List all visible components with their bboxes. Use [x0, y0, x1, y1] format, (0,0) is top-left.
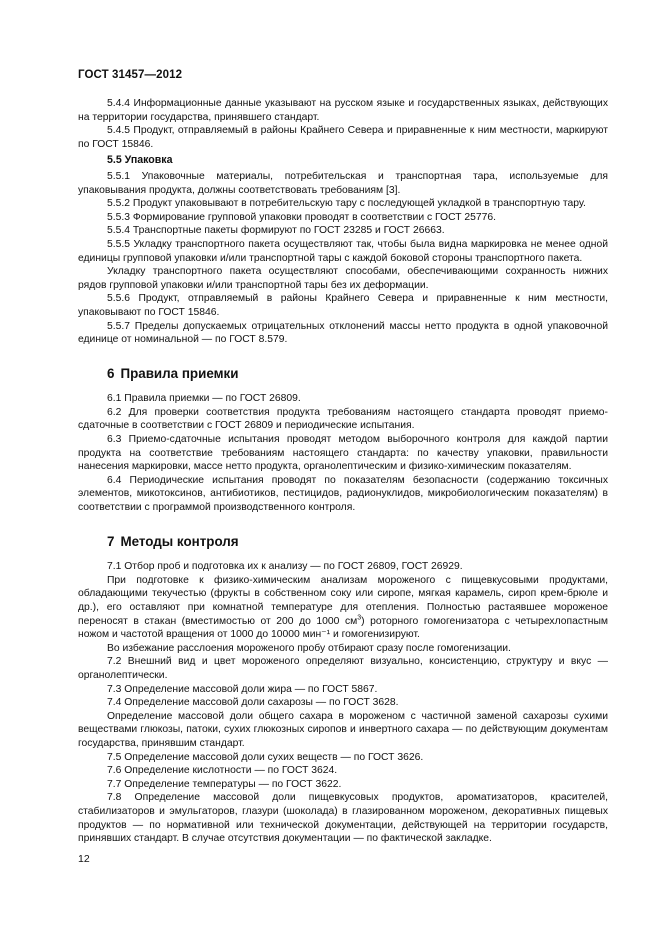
prep-text-after: ) роторного гомогенизатора с четырехлопастным ножом и частотой вращения от 1000 до 10000 мин⁻¹ и гомогенизируют.: [78, 615, 608, 641]
prep-superscript: 3: [357, 614, 362, 622]
section-number-7: 7: [107, 533, 115, 549]
section-heading-6: Правила приемки: [120, 365, 239, 381]
paragraph-7-4-sugar: Определение массовой доли общего сахара в мороженом с частичной заменой сахарозы сухими веществами глюкозы, патоки, сухих глюкозных сиропов и инвертного сахара — по действующим документам государства, принявшим стандарт.: [78, 710, 608, 749]
paragraph-6-4: 6.4 Периодические испытания проводят по показателям безопасности (содержанию токсичных элементов, микотоксинов, антибиотиков, пестицидов, радионуклидов, микробиологическим показателям) в соответствии с программой производственного контроля.: [78, 474, 608, 514]
paragraph-7-1: 7.1 Отбор проб и подготовка их к анализу — по ГОСТ 26809, ГОСТ 26929.: [107, 561, 463, 573]
paragraph-5-4-5: 5.4.5 Продукт, отправляемый в районы Крайнего Севера и приравненные к ним местности, маркируют по ГОСТ 15846.: [78, 125, 608, 150]
subsection-title-5-5: 5.5 Упаковка: [107, 154, 173, 167]
paragraph-7-1-sampling: Во избежание расслоения мороженого пробу отбирают сразу после гомогенизации.: [107, 642, 511, 654]
section-title-6: [107, 367, 608, 381]
paragraph-7-6: 7.6 Определение кислотности — по ГОСТ 3624.: [107, 765, 338, 777]
paragraph-5-5-6: 5.5.6 Продукт, отправляемый в районы Крайнего Севера и приравненные к ним местности, упаковывают по ГОСТ 15846.: [78, 293, 608, 318]
section-number-6: 6: [107, 365, 115, 381]
section-heading-7: Методы контроля: [120, 533, 239, 549]
paragraph-7-7: 7.7 Определение температуры — по ГОСТ 3622.: [107, 778, 342, 790]
paragraph-7-5: 7.5 Определение массовой доли сухих веществ — по ГОСТ 3626.: [107, 751, 424, 763]
paragraph-5-5-7: 5.5.7 Пределы допускаемых отрицательных отклонений массы нетто продукта в одной упаковочной единице от номинальной — по ГОСТ 8.579.: [78, 320, 608, 346]
paragraph-5-5-5-cont: Укладку транспортного пакета осуществляют способами, обеспечивающими сохранность нижних рядов групповой упаковки и/или транспортной тары без их деформации.: [78, 266, 608, 291]
paragraph-5-5-3: 5.5.3 Формирование групповой упаковки проводят в соответствии с ГОСТ 25776.: [107, 211, 497, 223]
paragraph-5-5-5: 5.5.5 Укладку транспортного пакета осуществляют так, чтобы была видна маркировка не менее одной единицы групповой упаковки и/или транспортной тары с каждой боковой стороны транспортного пакета.: [78, 238, 608, 264]
paragraph-7-1-preparation: [78, 574, 608, 642]
page-number: 12: [78, 853, 90, 865]
paragraph-5-5-1: 5.5.1 Упаковочные материалы, потребительская и транспортная тара, используемые для упаковывания продукта, должны соответствовать требованиям [3].: [78, 170, 608, 196]
paragraph-6-1: 6.1 Правила приемки — по ГОСТ 26809.: [107, 393, 301, 405]
paragraph-7-8: 7.8 Определение массовой доли пищевкусовых продуктов, ароматизаторов, красителей, стабилизаторов и эмульгаторов, глазури (шоколада) в глазированном мороженом, декоративных пищевых продуктов — по нормативной или технической документации, действующей на территории государств, принявших стандарт. В случае отсутствия документации — по фактической закладке.: [78, 792, 608, 845]
paragraph-6-2: 6.2 Для проверки соответствия продукта требованиям настоящего стандарта проводят приемо-сдаточные в соответствии с ГОСТ 26809 и периодические испытания.: [78, 406, 608, 432]
paragraph-5-5-2: 5.5.2 Продукт упаковывают в потребительскую тару с последующей укладкой в транспортную тару.: [107, 198, 586, 210]
paragraph-7-2: 7.2 Внешний вид и цвет мороженого определяют визуально, консистенцию, структуру и вкус — органолептически.: [78, 656, 608, 681]
document-header-id: ГОСТ 31457—2012: [78, 69, 183, 81]
prep-text-before: При подготовке к физико-химическим анализам мороженого с пищевкусовыми продуктами, обладающими текучестью (фрукты в собственном соку или сиропе, мягкая карамель, сироп крем-брюле и др.), его оставляют при комнатной температуре для отепления. Полностью растаявшее мороженое переносят в стакан (вместимостью от 200 до 1000 см: [78, 574, 608, 627]
paragraph-5-5-4: 5.5.4 Транспортные пакеты формируют по ГОСТ 23285 и ГОСТ 26663.: [107, 225, 445, 237]
paragraph-7-3: 7.3 Определение массовой доли жира — по ГОСТ 5867.: [107, 683, 378, 695]
document-body: [78, 97, 608, 846]
paragraph-7-4: 7.4 Определение массовой доли сахарозы — по ГОСТ 3628.: [107, 697, 399, 709]
section-title-7: [107, 535, 608, 549]
paragraph-6-3: 6.3 Приемо-сдаточные испытания проводят методом выборочного контроля для каждой партии продукта на соответствие требованиям настоящего стандарта: по качеству упаковки, правильности нанесения маркировки, массе нетто продукта, органолептическим и физико-химическим показателям.: [78, 434, 608, 473]
paragraph-5-4-4: 5.4.4 Информационные данные указывают на русском языке и государственных языках, действующих на территории государства, принявшего стандарт.: [78, 98, 608, 123]
